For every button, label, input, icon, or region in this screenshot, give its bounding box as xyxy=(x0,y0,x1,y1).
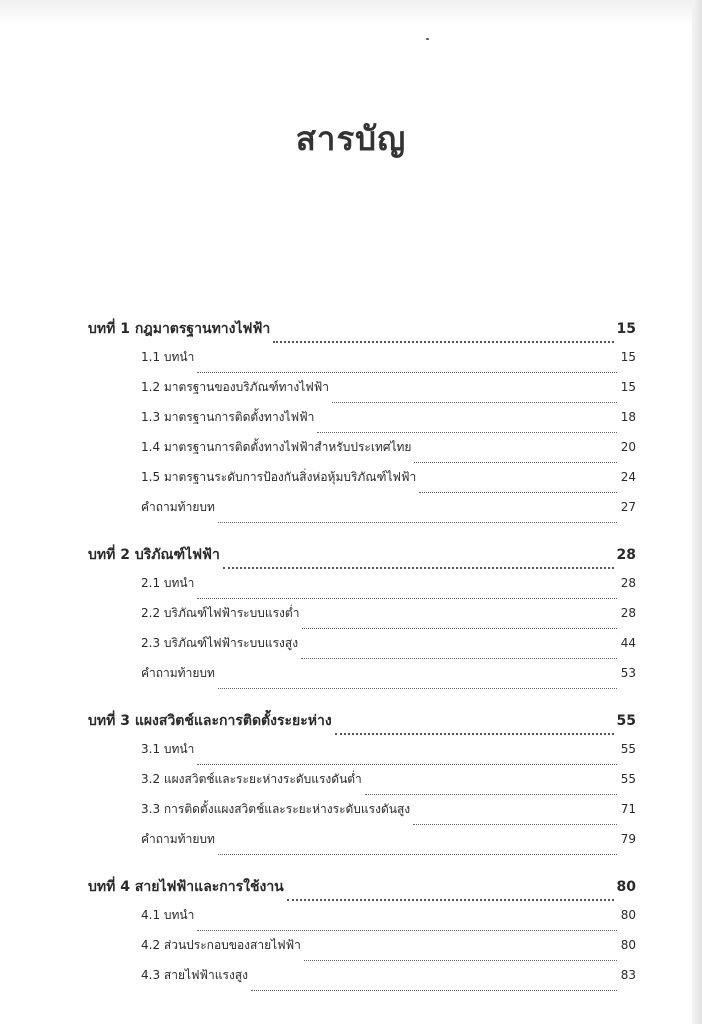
section-entry xyxy=(88,378,636,408)
section-label: 4.2 ส่วนประกอบของสายไฟฟ้า xyxy=(141,938,301,952)
section-page-number: 27 xyxy=(620,500,636,514)
dot-leader xyxy=(332,402,617,403)
section-label: 2.3 บริภัณฑ์ไฟฟ้าระบบแรงสูง xyxy=(141,636,299,650)
chapter-label: บทที่ 1 กฎมาตรฐานทางไฟฟ้า xyxy=(88,321,271,337)
section-page-number: 55 xyxy=(620,772,636,786)
dot-leader xyxy=(419,492,617,493)
chapter-label: บทที่ 3 แผงสวิตช์และการติดตั้งระยะห่าง xyxy=(88,713,332,729)
chapter-1 xyxy=(88,318,636,528)
section-label: 3.1 บทนำ xyxy=(141,742,195,756)
section-page-number: 28 xyxy=(620,576,636,590)
section-label: คำถามท้ายบท xyxy=(141,832,215,846)
section-label: 4.1 บทนำ xyxy=(141,908,195,922)
section-page-number: 83 xyxy=(620,968,636,982)
section-label: 3.2 แผงสวิตช์และระยะห่างระดับแรงดันต่ำ xyxy=(141,772,362,786)
chapter-heading xyxy=(88,544,636,574)
section-label: คำถามท้ายบท xyxy=(141,666,215,680)
section-page-number: 79 xyxy=(620,832,636,846)
chapter-3 xyxy=(88,710,636,860)
dot-leader xyxy=(218,688,617,689)
dot-leader xyxy=(273,341,613,343)
dot-leader xyxy=(414,462,617,463)
chapter-heading xyxy=(88,876,636,906)
section-label: 1.2 มาตรฐานของบริภัณฑ์ทางไฟฟ้า xyxy=(141,380,329,394)
section-entry xyxy=(88,438,636,468)
dot-leader xyxy=(335,733,614,735)
section-label: 1.1 บทนำ xyxy=(141,350,195,364)
chapter-page-number: 28 xyxy=(616,547,636,563)
section-entry xyxy=(88,740,636,770)
section-page-number: 55 xyxy=(620,742,636,756)
section-page-number: 24 xyxy=(620,470,636,484)
section-entry xyxy=(88,800,636,830)
dot-leader xyxy=(197,372,617,373)
chapter-page-number: 80 xyxy=(616,879,636,895)
section-label: 3.3 การติดตั้งแผงสวิตช์และระยะห่างระดับแรงดันสูง xyxy=(141,802,411,816)
section-label: 1.4 มาตรฐานการติดตั้งทางไฟฟ้าสำหรับประเทศไทย xyxy=(141,440,412,454)
section-page-number: 71 xyxy=(620,802,636,816)
chapter-heading xyxy=(88,318,636,348)
chapter-gap xyxy=(88,860,636,876)
dot-leader xyxy=(197,764,617,765)
dot-leader xyxy=(413,824,617,825)
section-label: 2.1 บทนำ xyxy=(141,576,195,590)
section-label: 2.2 บริภัณฑ์ไฟฟ้าระบบแรงต่ำ xyxy=(141,606,300,620)
section-entry xyxy=(88,498,636,528)
section-entry xyxy=(88,830,636,860)
section-page-number: 44 xyxy=(620,636,636,650)
section-entry xyxy=(88,468,636,498)
section-entry xyxy=(88,906,636,936)
chapter-page-number: 15 xyxy=(616,321,636,337)
section-entry xyxy=(88,664,636,694)
dot-leader xyxy=(301,658,617,659)
scan-speck xyxy=(426,38,429,40)
section-page-number: 80 xyxy=(620,908,636,922)
dot-leader xyxy=(287,899,614,901)
dot-leader xyxy=(218,854,617,855)
dot-leader xyxy=(365,794,617,795)
chapter-label: บทที่ 2 บริภัณฑ์ไฟฟ้า xyxy=(88,547,220,563)
chapter-2 xyxy=(88,544,636,694)
scan-top-shadow xyxy=(0,0,702,26)
chapter-page-number: 55 xyxy=(616,713,636,729)
chapter-gap xyxy=(88,528,636,544)
section-entry xyxy=(88,634,636,664)
section-page-number: 20 xyxy=(620,440,636,454)
page-title: สารบัญ xyxy=(295,119,407,158)
section-label: 4.3 สายไฟฟ้าแรงสูง xyxy=(141,968,248,982)
dot-leader xyxy=(317,432,617,433)
dot-leader xyxy=(251,990,617,991)
chapter-4 xyxy=(88,876,636,996)
section-page-number: 18 xyxy=(620,410,636,424)
section-label: คำถามท้ายบท xyxy=(141,500,215,514)
section-entry xyxy=(88,574,636,604)
section-entry xyxy=(88,408,636,438)
dot-leader xyxy=(197,598,617,599)
section-entry xyxy=(88,936,636,966)
section-entry xyxy=(88,966,636,996)
section-entry xyxy=(88,604,636,634)
section-page-number: 15 xyxy=(620,350,636,364)
section-entry xyxy=(88,770,636,800)
section-page-number: 28 xyxy=(620,606,636,620)
dot-leader xyxy=(302,628,617,629)
dot-leader xyxy=(218,522,617,523)
section-page-number: 53 xyxy=(620,666,636,680)
section-page-number: 80 xyxy=(620,938,636,952)
chapter-heading xyxy=(88,710,636,740)
dot-leader xyxy=(223,567,614,569)
chapter-gap xyxy=(88,694,636,710)
table-of-contents xyxy=(88,318,636,996)
section-label: 1.5 มาตรฐานระดับการป้องกันสิ่งห่อหุ้มบริภัณฑ์ไฟฟ้า xyxy=(141,470,417,484)
dot-leader xyxy=(304,960,617,961)
section-label: 1.3 มาตรฐานการติดตั้งทางไฟฟ้า xyxy=(141,410,315,424)
section-page-number: 15 xyxy=(620,380,636,394)
dot-leader xyxy=(197,930,617,931)
section-entry xyxy=(88,348,636,378)
chapter-label: บทที่ 4 สายไฟฟ้าและการใช้งาน xyxy=(88,879,284,895)
